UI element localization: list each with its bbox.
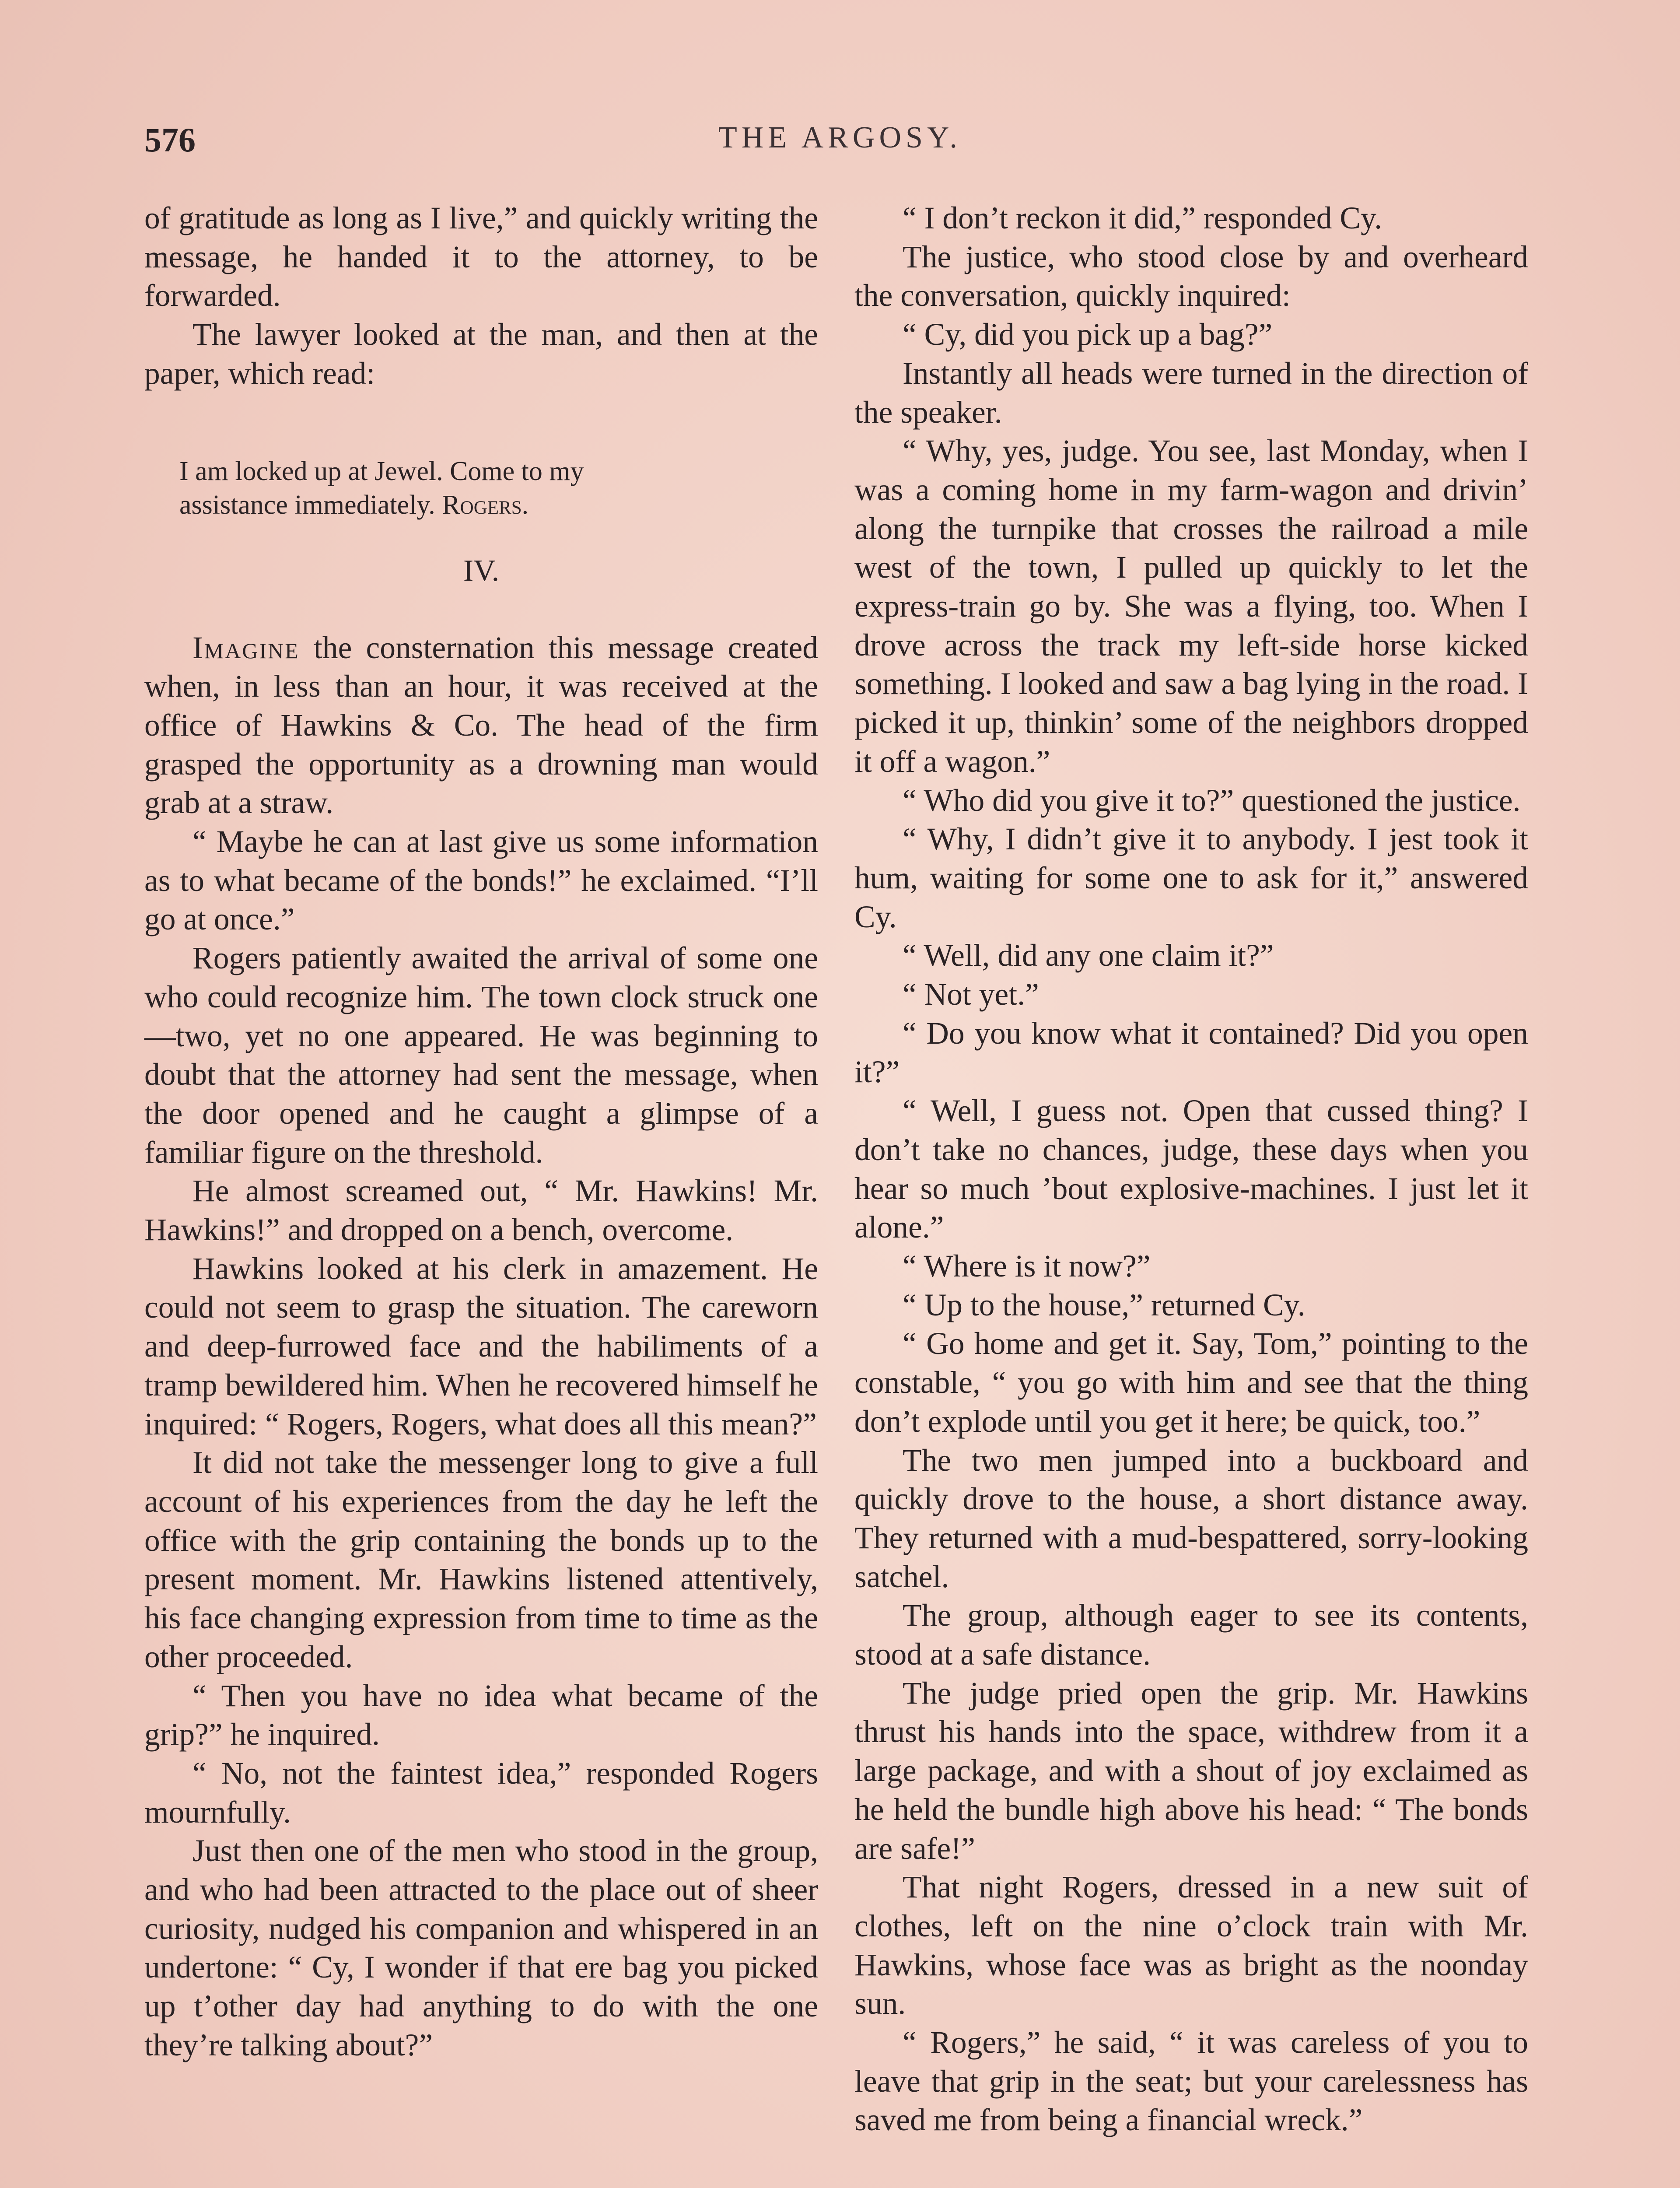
paragraph: “ Rogers,” he said, “ it was careless of you to leave that grip in the seat; but your carelessness has saved me from being a financial wreck.” (854, 2025, 1528, 2138)
paragraph: “ Well, I guess not. Open that cussed thing? I don’t take no chances, judge, these days when you hear so much ’bout explosive-machines. I just let it alone.” (854, 1094, 1528, 1245)
paragraph: “ Where is it now?” (903, 1248, 1151, 1283)
lead-word: Imagine (192, 630, 300, 665)
paragraph: “ No, not the faintest idea,” responded Rogers mournfully. (144, 1756, 818, 1830)
paragraph: “ Then you have no idea what became of the grip?” he inquired. (144, 1678, 818, 1752)
paragraph: “ I don’t reckon it did,” responded Cy. (903, 201, 1382, 235)
paragraph: “ Up to the house,” returned Cy. (903, 1287, 1306, 1322)
paragraph: Just then one of the men who stood in the group, and who had been attracted to the place out of sheer curiosity, nudged his companion and whispered in an undertone: “ Cy, I wonder if that ere bag you picked up t’other day had anything to do with the one they’re talking about?” (144, 1834, 818, 2062)
paragraph: The two men jumped into a buckboard and quickly drove to the house, a short distance away. They returned with a mud-bespattered, sorry-looking satchel. (854, 1443, 1528, 1594)
paragraph: That night Rogers, dressed in a new suit of clothes, left on the nine o’clock train with Mr. Hawkins, whose face was as bright as the noonday sun. (854, 1870, 1528, 2021)
paragraph: “ Go home and get it. Say, Tom,” pointing to the constable, “ you go with him and see that the thing don’t explode until you get it here; be quick, too.” (854, 1326, 1528, 1439)
running-title: THE ARGOSY. (718, 121, 962, 154)
paragraph: “ Well, did any one claim it?” (903, 938, 1274, 973)
paragraph: “ Cy, did you pick up a bag?” (903, 317, 1273, 352)
paragraph (144, 629, 818, 823)
paragraph: “ Why, yes, judge. You see, last Monday, when I was a coming home in my farm-wagon and drivin’ along the turnpike that crosses the railroad a mile west of the town, I pulled up quickly to let the express-train go by. She was a flying, too. When I drove across the track my left-side horse kicked something. I looked and saw a bag lying in the road. I picked it up, thinkin’ some of the neighbors dropped it off a wagon.” (854, 434, 1528, 779)
paragraph: “ Do you know what it contained? Did you open it?” (854, 1016, 1528, 1090)
right-column (854, 199, 1528, 2140)
paragraph: The judge pried open the grip. Mr. Hawkins thrust his hands into the space, withdrew from it a large package, and with a shout of joy exclaimed as he held the bundle high above his head: “ The bonds are safe!” (854, 1676, 1528, 1866)
paragraph: Rogers patiently awaited the arrival of some one who could recognize him. The town clock struck one—two, yet no one appeared. He was beginning to doubt that the attorney had sent the message, when the door opened and he caught a glimpse of a familiar figure on the threshold. (144, 941, 818, 1170)
section-number: IV. (463, 554, 500, 588)
page-header (0, 120, 1680, 164)
paragraph: “ Who did you give it to?” questioned the justice. (903, 783, 1521, 818)
paragraph: It did not take the messenger long to give a full account of his experiences from the day he left the office with the grip containing the bonds up to the present moment. Mr. Hawkins listened attentively, his face changing expression from time to time as the other proceeded. (144, 1445, 818, 1674)
paragraph: “ Why, I didn’t give it to anybody. I jest took it hum, waiting for some one to ask for it,” answered Cy. (854, 822, 1528, 934)
paragraph-text: the consternation this message created when, in less than an hour, it was received at the office of Hawkins & Co. The head of the firm grasped the opportunity as a drowning man would grab at a straw. (144, 630, 818, 820)
paragraph: The lawyer looked at the man, and then at the paper, which read: (144, 317, 818, 391)
paragraph: of gratitude as long as I live,” and quickly writing the message, he handed it to the attorney, to be forwarded. (144, 201, 818, 313)
paragraph: The group, although eager to see its contents, stood at a safe distance. (854, 1598, 1528, 1672)
paragraph: Instantly all heads were turned in the direction of the speaker. (854, 356, 1528, 430)
paragraph: “ Maybe he can at last give us some information as to what became of the bonds!” he exclaimed. “I’ll go at once.” (144, 824, 818, 937)
paragraph: He almost screamed out, “ Mr. Hawkins! Mr. Hawkins!” and dropped on a bench, overcome. (144, 1174, 818, 1248)
paragraph: “ Not yet.” (903, 977, 1039, 1012)
paragraph: Hawkins looked at his clerk in amazement. He could not seem to grasp the situation. The careworn and deep-furrowed face and the habiliments of a tramp bewildered him. When he recovered himself he inquired: “ Rogers, Rogers, what does all this mean?” (144, 1251, 818, 1441)
telegram-message (144, 455, 818, 522)
page-number: 576 (144, 121, 196, 159)
paragraph: The justice, who stood close by and overheard the conversation, quickly inquired: (854, 239, 1528, 313)
telegram-signature: Rogers. (442, 490, 529, 520)
telegram-text: I am locked up at Jewel. Come to my assistance immediately. (179, 456, 584, 520)
left-column (144, 199, 818, 2065)
